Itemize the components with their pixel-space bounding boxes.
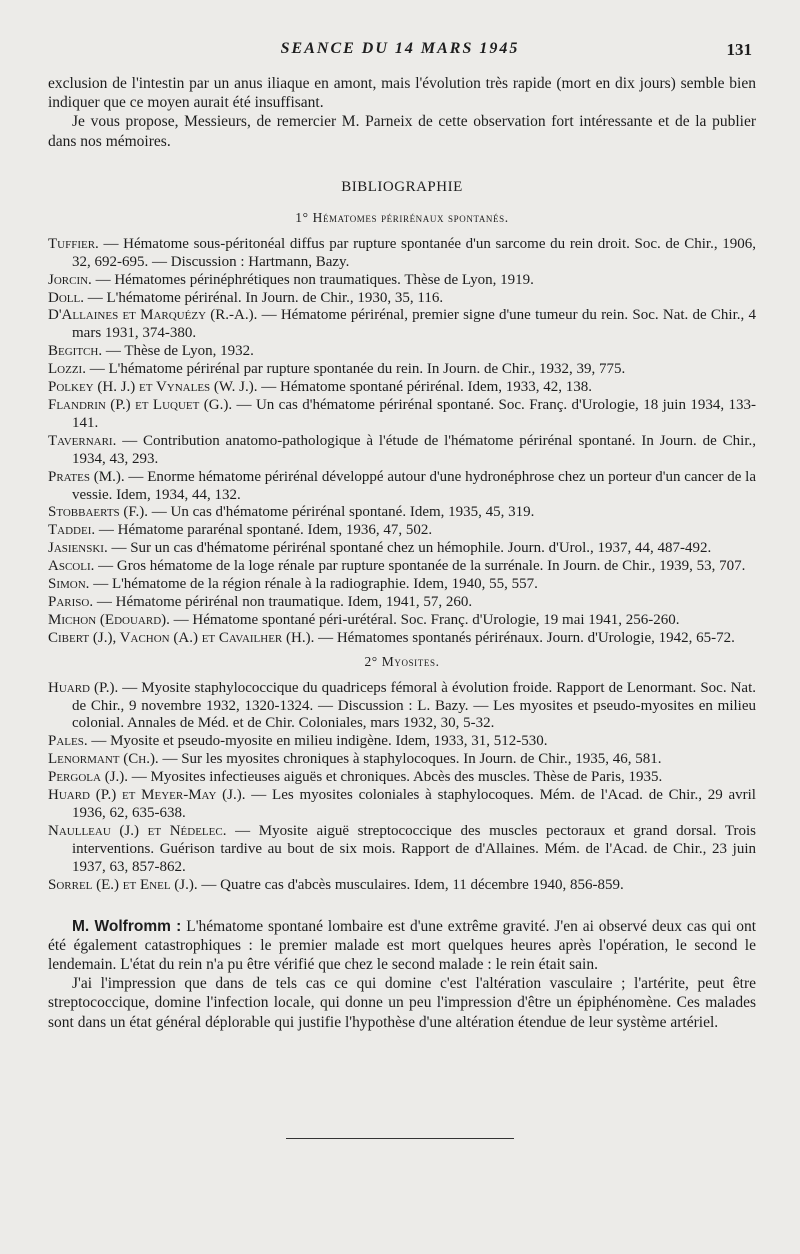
reference-author: Pales. — [48, 733, 88, 750]
reference-item — [48, 733, 756, 751]
reference-text: — Hématome périrénal, premier signe d'une tumeur du rein. Soc. Nat. de Chir., 4 mars 1931, 374-380. — [72, 307, 757, 342]
reference-text: — Hématome spontané péri-urétéral. Soc. Franç. d'Urologie, 19 mai 1941, 256-260. — [173, 611, 680, 628]
reference-text: — Sur un cas d'hématome périrénal spontané chez un hémophile. Journ. d'Urol., 1937, 44, 487-492. — [111, 540, 712, 557]
reference-item — [48, 469, 756, 505]
reference-item — [48, 236, 756, 272]
reference-text: — Myosite et pseudo-myosite en milieu indigène. Idem, 1933, 31, 512-530. — [91, 733, 548, 750]
page-body — [48, 74, 756, 1032]
reference-author: Flandrin (P.) et Luquet (G.). — [48, 396, 233, 413]
reference-item — [48, 361, 756, 379]
running-title: SEANCE DU 14 MARS 1945 — [280, 40, 520, 57]
reference-item — [48, 504, 756, 522]
discussion-paragraph: J'ai l'impression que dans de tels cas ce qui domine c'est l'altération vasculaire ; l'artérite, peut être streptococcique, domine l'infection locale, qui donne un peu l'impression d'être un épiphénomène. Ces malades sont dans un état général déplorable qui justifie l'hypothèse d'une altération étendue de leur système artériel. — [48, 975, 756, 1031]
reference-author: Begitch. — [48, 343, 103, 360]
reference-item — [48, 522, 756, 540]
reference-author: Naulleau (J.) et Nédelec. — [48, 822, 227, 839]
discussion-paragraph — [48, 917, 756, 975]
reference-author: Pariso. — [48, 593, 94, 610]
reference-author: Huard (P.). — [48, 679, 119, 696]
reference-item — [48, 630, 756, 648]
reference-text: — Myosite staphylococcique du quadriceps fémoral à évolution froide. Rapport de Lenormant. Soc. Nat. de Chir., 9 novembre 1932, 1320-1324. — Discussion : L. Bazy. — Les myosites et pseudo-myosites en milieu colonial. Annales de Méd. et de Chir. Coloniales, mars 1932, 30, 5-32. — [72, 679, 757, 732]
reference-text: — Les myosites coloniales à staphylocoques. Mém. de l'Acad. de Chir., 29 avril 1936, 62, 635-638. — [72, 787, 756, 821]
reference-author: Stobbaerts (F.). — [48, 504, 149, 521]
reference-author: Tavernari. — [48, 432, 117, 449]
reference-text: — Hématomes spontanés périrénaux. Journ. d'Urologie, 1942, 65-72. — [318, 629, 735, 646]
reference-text: — Hématomes périnéphrétiques non traumatiques. Thèse de Lyon, 1919. — [95, 271, 534, 288]
reference-item — [48, 576, 756, 594]
reference-text: — Myosites infectieuses aiguës et chroniques. Abcès des muscles. Thèse de Paris, 1935. — [131, 769, 663, 786]
reference-text: — L'hématome de la région rénale à la radiographie. Idem, 1940, 55, 557. — [93, 576, 538, 593]
reference-author: D'Allaines et Marquézy (R.-A.). — [48, 307, 258, 324]
reference-author: Ascoli. — [48, 558, 95, 575]
bibliography-title: BIBLIOGRAPHIE — [341, 178, 463, 195]
reference-author: Prates (M.). — [48, 468, 125, 485]
reference-item — [48, 307, 756, 343]
reference-item — [48, 540, 756, 558]
reference-text: — Hématome pararénal spontané. Idem, 1936, 47, 502. — [98, 522, 433, 539]
page-header — [48, 40, 752, 64]
reference-author: Polkey (H. J.) et Vynales (W. J.). — [48, 379, 258, 396]
reference-item — [48, 397, 756, 433]
reference-text: — Sur les myosites chroniques à staphylocoques. In Journ. de Chir., 1935, 46, 581. — [162, 751, 662, 768]
reference-author: Cibert (J.), Vachon (A.) et Cavailher (H.). — [48, 629, 315, 646]
reference-author: Michon (Edouard). — [48, 611, 170, 628]
reference-item — [48, 823, 756, 877]
reference-text: — L'hématome périrénal par rupture spontanée du rein. In Journ. de Chir., 1932, 39, 775. — [89, 361, 626, 378]
reference-item — [48, 680, 756, 734]
reference-text: — Gros hématome de la loge rénale par rupture spontanée de la surrénale. In Journ. de Chir., 1939, 53, 707. — [98, 558, 746, 575]
bibliography-section-title: 2° Myosites. — [364, 653, 440, 669]
reference-text: — Quatre cas d'abcès musculaires. Idem, 11 décembre 1940, 856-859. — [201, 876, 624, 893]
reference-author: Huard (P.) et Meyer-May (J.). — [48, 787, 246, 804]
reference-text: — Hématome périrénal non traumatique. Idem, 1941, 57, 260. — [96, 593, 473, 610]
reference-item — [48, 379, 756, 397]
reference-list — [48, 680, 756, 895]
reference-author: Jorcin. — [48, 271, 92, 288]
discussion — [48, 917, 756, 1032]
reference-item — [48, 594, 756, 612]
reference-author: Simon. — [48, 576, 90, 593]
reference-text: — Enorme hématome périrénal développé autour d'une hydronéphrose chez un porteur d'un cancer de la vessie. Idem, 1934, 44, 132. — [72, 468, 756, 503]
reference-author: Jasienski. — [48, 540, 108, 557]
reference-item — [48, 612, 756, 630]
reference-item — [48, 877, 756, 895]
reference-text: — Contribution anatomo-pathologique à l'étude de l'hématome périrénal spontané. In Journ. de Chir., 1934, 43, 293. — [72, 432, 757, 467]
page-number: 131 — [726, 40, 752, 59]
reference-text: — Hématome sous-péritonéal diffus par rupture spontanée d'un sarcome du rein droit. Soc. de Chir., 1906, 32, 692-695. — Discussion : Hartmann, Bazy. — [72, 235, 756, 270]
reference-author: Lozzi. — [48, 361, 86, 378]
end-rule — [286, 1138, 514, 1139]
bibliography-section — [48, 654, 756, 895]
reference-author: Sorrel (E.) et Enel (J.). — [48, 876, 198, 893]
reference-item — [48, 769, 756, 787]
bibliography-section-title: 1° Hématomes périrénaux spontanés. — [295, 209, 509, 225]
reference-author: Lenormant (Ch.). — [48, 751, 159, 768]
reference-text: — L'hématome périrénal. In Journ. de Chir., 1930, 35, 116. — [87, 289, 444, 306]
reference-item — [48, 290, 756, 308]
reference-text: — Un cas d'hématome périrénal spontané. Soc. Franç. d'Urologie, 18 juin 1934, 133-141. — [72, 396, 757, 431]
reference-text: — Myosite aiguë streptococcique des muscles pectoraux et grand dorsal. Trois interventions. Guérison tardive au bout de six mois. Rapport de d'Allaines. Mém. de l'Acad. de Chir., 23 juin 1937, 63, 857-862. — [72, 822, 757, 875]
reference-author: Taddei. — [48, 522, 96, 539]
reference-item — [48, 433, 756, 469]
intro-paragraph: Je vous propose, Messieurs, de remercier M. Parneix de cette observation fort intéressante et de la publier dans nos mémoires. — [48, 113, 756, 150]
reference-text: — Un cas d'hématome périrénal spontané. Idem, 1935, 45, 319. — [151, 504, 535, 521]
reference-list — [48, 236, 756, 648]
bibliography-section — [48, 210, 756, 648]
reference-item — [48, 272, 756, 290]
reference-item — [48, 558, 756, 576]
discussion-text: L'hématome spontané lombaire est d'une extrême gravité. J'en ai observé deux cas qui ont été également catastrophiques : le premier malade est mort quelques heures après l'opération, le second le lendemain. L'état du rein n'a pu être vérifié que chez le second malade : le rein était sain. — [48, 917, 757, 973]
speaker-name: M. Wolfromm : — [72, 917, 182, 935]
reference-text: — Thèse de Lyon, 1932. — [105, 343, 254, 360]
intro-paragraph: exclusion de l'intestin par un anus iliaque en amont, mais l'évolution très rapide (mort en dix jours) semble bien indiquer que ce moyen aurait été insuffisant. — [48, 75, 756, 112]
reference-item — [48, 787, 756, 823]
reference-author: Tuffier. — [48, 235, 99, 252]
reference-author: Pergola (J.). — [48, 769, 129, 786]
reference-item — [48, 343, 756, 361]
reference-author: Doll. — [48, 289, 84, 306]
reference-text: — Hématome spontané périrénal. Idem, 1933, 42, 138. — [261, 379, 593, 396]
reference-item — [48, 751, 756, 769]
